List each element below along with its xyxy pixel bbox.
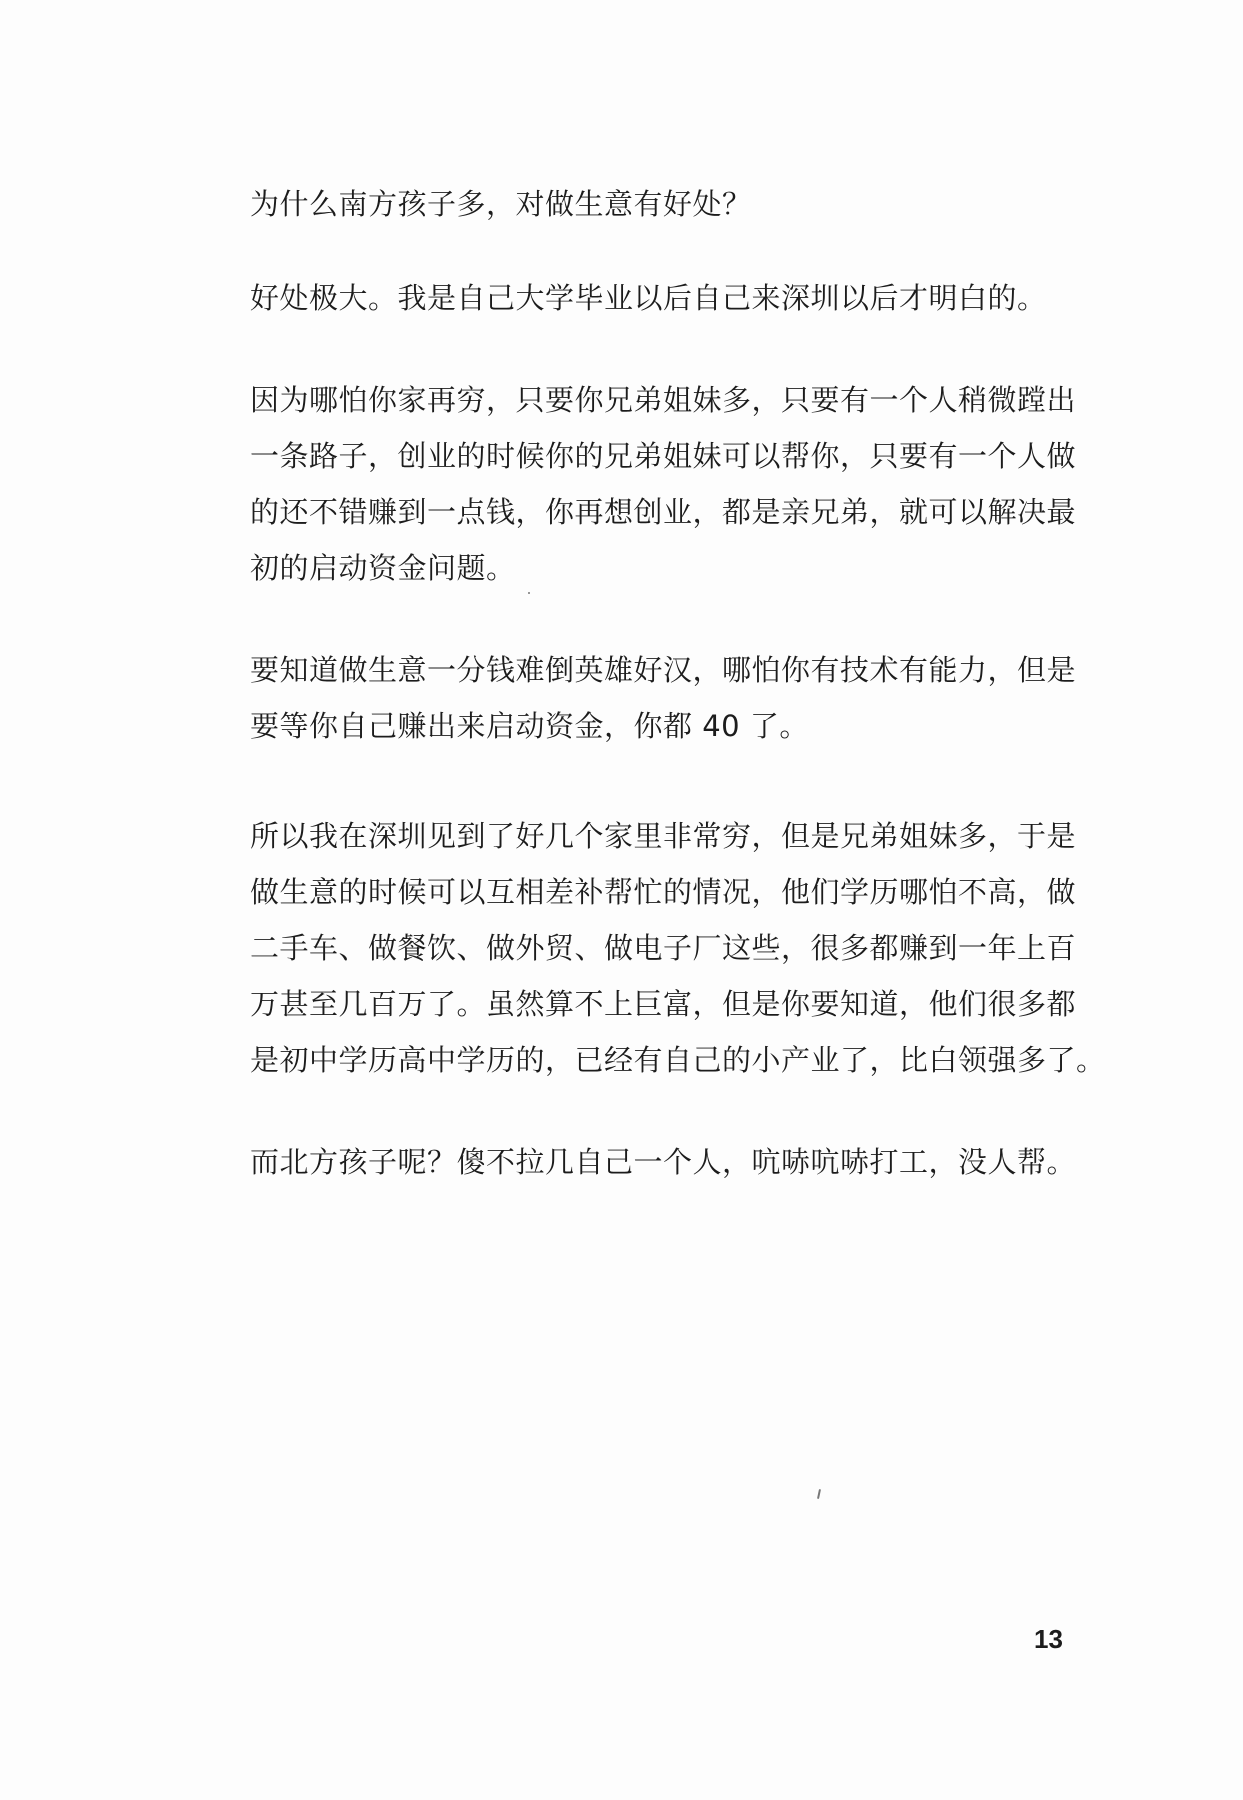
text-line: 的还不错赚到一点钱，你再想创业，都是亲兄弟，就可以解决最 [250,495,1077,529]
text-line: 二手车、做餐饮、做外贸、做电子厂这些，很多都赚到一年上百 [250,931,1077,965]
text-line: 万甚至几百万了。虽然算不上巨富，但是你要知道，他们很多都 [250,987,1077,1021]
text-line: 是初中学历高中学历的，已经有自己的小产业了，比白领强多了。 [250,1043,1106,1077]
paragraph-examples [250,808,1106,1088]
paragraph-reason [250,372,1080,596]
scan-speck [817,1489,821,1499]
text-line: 初的启动资金问题。 [250,551,516,585]
text-line: 好处极大。我是自己大学毕业以后自己来深圳以后才明白的。 [250,281,1047,315]
text-line: 为什么南方孩子多，对做生意有好处？ [250,187,752,221]
text-line: 而北方孩子呢？傻不拉几自己一个人，吭哧吭哧打工，没人帮。 [250,1145,1077,1179]
text-line: 所以我在深圳见到了好几个家里非常穷，但是兄弟姐妹多，于是 [250,819,1077,853]
text-line: 一条路子，创业的时候你的兄弟姐妹可以帮你，只要有一个人做 [250,439,1077,473]
text-line: 要等你自己赚出来启动资金，你都 40 了。 [250,709,809,743]
paragraph-answer [250,270,1080,326]
paragraph-capital [250,642,1080,754]
paragraph-north [250,1134,1080,1190]
text-line: 因为哪怕你家再穷，只要你兄弟姐妹多，只要有一个人稍微蹚出 [250,383,1077,417]
page-number: 13 [1034,1624,1063,1654]
text-line: 做生意的时候可以互相差补帮忙的情况，他们学历哪怕不高，做 [250,875,1077,909]
document-body [250,176,1106,1190]
paragraph-question [250,176,1080,232]
scan-speck [528,592,530,594]
text-line: 要知道做生意一分钱难倒英雄好汉，哪怕你有技术有能力，但是 [250,653,1077,687]
